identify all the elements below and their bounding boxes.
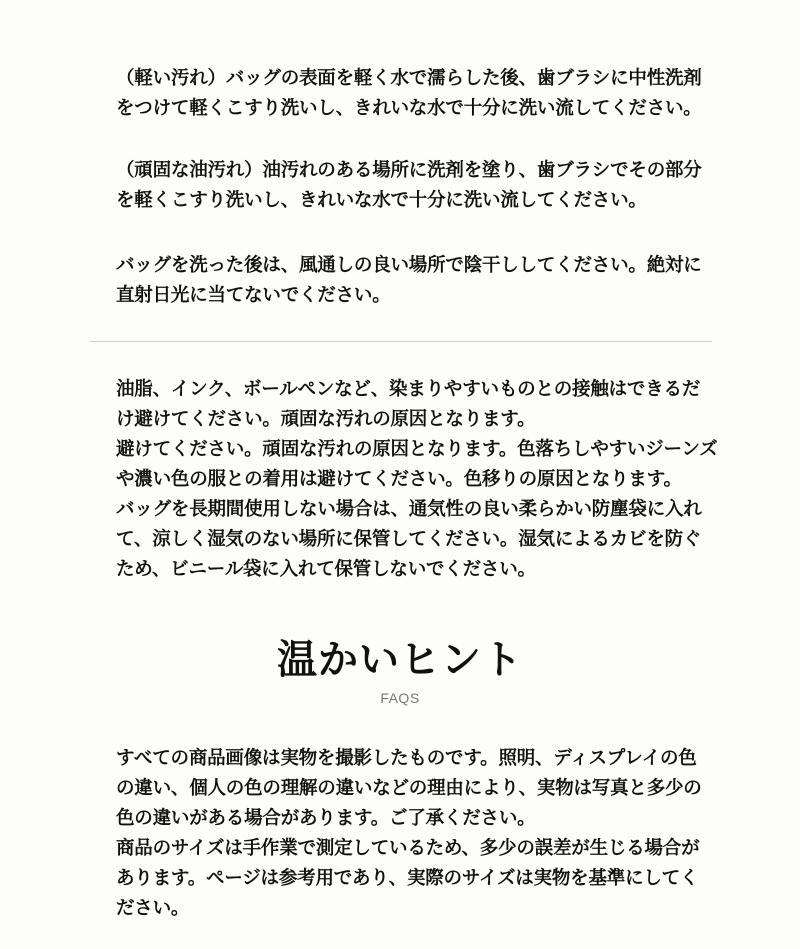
care-drying-paragraph — [116, 251, 702, 311]
text-line: 直射日光に当てないでください。 — [116, 285, 391, 306]
text-line: 油脂、インク、ボールペンなど、染まりやすいものとの接触はできるだ — [116, 379, 701, 400]
text-line: 商品のサイズは手作業で測定しているため、多少の誤差が生じる場合が — [116, 838, 700, 859]
section-divider — [90, 341, 712, 342]
text-line: を軽くこすり洗いし、きれいな水で十分に洗い流してください。 — [116, 190, 647, 211]
text-line: ださい。 — [116, 898, 190, 919]
text-line: バッグを洗った後は、風通しの良い場所で陰干ししてください。絶対に — [116, 255, 702, 276]
text-line: ため、ビニール袋に入れて保管しないでください。 — [116, 559, 536, 580]
text-line: すべての商品画像は実物を撮影したものです。照明、ディスプレイの色 — [116, 748, 697, 769]
text-line: や濃い色の服との着用は避けてください。色移りの原因となります。 — [116, 469, 682, 490]
tips-heading: 温かいヒント — [277, 637, 523, 683]
cautions-paragraph — [116, 375, 718, 585]
tips-subheading: FAQS — [380, 690, 420, 706]
text-line: （頑固な油汚れ）油汚れのある場所に洗剤を塗り、歯ブラシでその部分 — [116, 160, 702, 181]
text-line: あります。ページは参考用であり、実際のサイズは実物を基準にしてく — [116, 868, 699, 889]
tips-paragraph — [116, 744, 702, 924]
text-line: 色の違いがある場合があります。ご了承ください。 — [116, 808, 536, 829]
care-light-stain-paragraph — [116, 64, 702, 124]
text-line: の違い、個人の色の理解の違いなどの理由により、実物は写真と多少の — [116, 778, 702, 799]
text-line: け避けてください。頑固な汚れの原因となります。 — [116, 409, 536, 430]
text-line: て、涼しく湿気のない場所に保管してください。湿気によるカビを防ぐ — [116, 529, 702, 550]
text-line: バッグを長期間使用しない場合は、通気性の良い柔らかい防塵袋に入れ — [116, 499, 702, 520]
text-line: 避けてください。頑固な汚れの原因となります。色落ちしやすいジーンズ — [116, 439, 718, 460]
care-stubborn-oil-paragraph — [116, 156, 702, 216]
text-line: をつけて軽くこすり洗いし、きれいな水で十分に洗い流してください。 — [116, 98, 702, 119]
text-line: （軽い汚れ）バッグの表面を軽く水で濡らした後、歯ブラシに中性洗剤 — [116, 68, 702, 89]
